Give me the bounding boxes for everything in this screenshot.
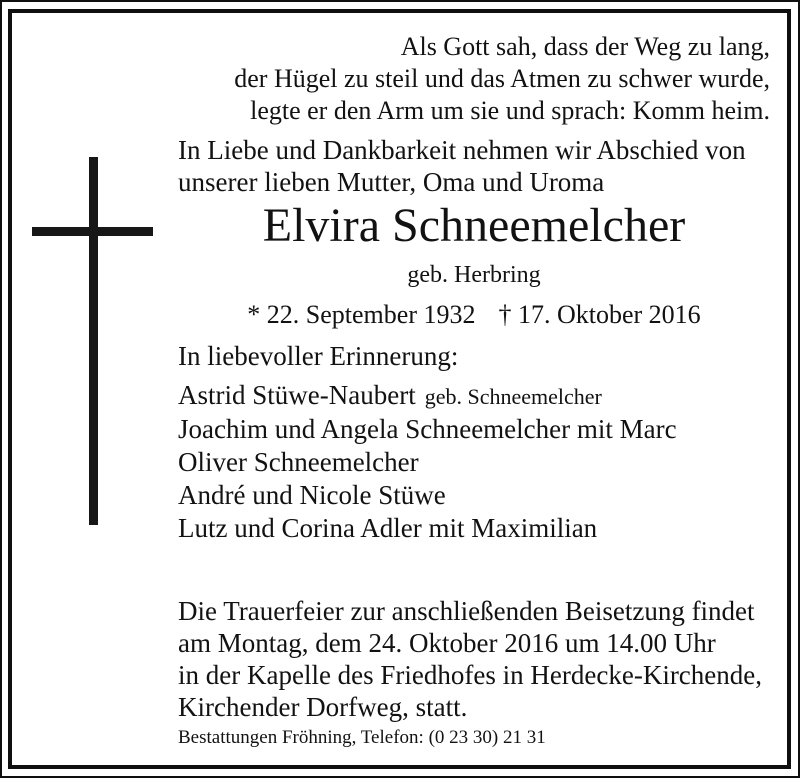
mourner-name: André und Nicole Stüwe: [178, 480, 446, 510]
intro-line: unserer lieben Mutter, Oma und Uroma: [178, 167, 605, 197]
mourner-line: [178, 379, 770, 413]
cross-horizontal-bar: [32, 227, 153, 236]
mourner-line: [178, 512, 770, 545]
maiden-name-text: geb. Herbring: [407, 262, 541, 288]
deceased-name-text: Elvira Schneemelcher: [262, 199, 686, 252]
mourners-list: [178, 379, 770, 545]
opening-verse: [178, 31, 770, 127]
mourner-line: [178, 446, 770, 479]
mourner-maiden-name: geb. Schneemelcher: [424, 384, 602, 409]
undertaker-info: [178, 726, 770, 750]
verse-line: Als Gott sah, dass der Weg zu lang,: [400, 32, 770, 61]
maiden-name: [178, 262, 770, 289]
deceased-name: [178, 199, 770, 253]
mourner-name: Astrid Stüwe-Naubert: [178, 380, 416, 410]
mourner-name: Oliver Schneemelcher: [178, 447, 419, 477]
death-date: † 17. Oktober 2016: [498, 300, 701, 329]
funeral-line: Kirchender Dorfweg, statt.: [178, 692, 468, 722]
memory-heading: [178, 340, 770, 372]
life-dates: [178, 299, 770, 331]
funeral-details: [178, 595, 770, 723]
mourner-name: Joachim und Angela Schneemelcher mit Marc: [178, 414, 677, 444]
intro-line: In Liebe und Dankbarkeit nehmen wir Abschied von: [178, 135, 746, 165]
funeral-line: am Montag, dem 24. Oktober 2016 um 14.00 Uhr: [178, 628, 716, 658]
funeral-line: in der Kapelle des Friedhofes in Herdecke-Kirchende,: [178, 660, 763, 690]
mourner-line: [178, 413, 770, 446]
cross-vertical-bar: [89, 157, 98, 525]
memory-heading-text: In liebevoller Erinnerung:: [178, 341, 459, 371]
mourner-line: [178, 479, 770, 512]
mourner-name: Lutz und Corina Adler mit Maximilian: [178, 513, 598, 543]
undertaker-text: Bestattungen Fröhning, Telefon: (0 23 30) 21 31: [178, 727, 546, 748]
birth-date: * 22. September 1932: [247, 300, 476, 329]
funeral-line: Die Trauerfeier zur anschließenden Beisetzung findet: [178, 596, 755, 626]
verse-line: der Hügel zu steil und das Atmen zu schwer wurde,: [234, 64, 770, 93]
verse-line: legte er den Arm um sie und sprach: Komm heim.: [250, 96, 770, 125]
farewell-intro: [178, 134, 770, 198]
